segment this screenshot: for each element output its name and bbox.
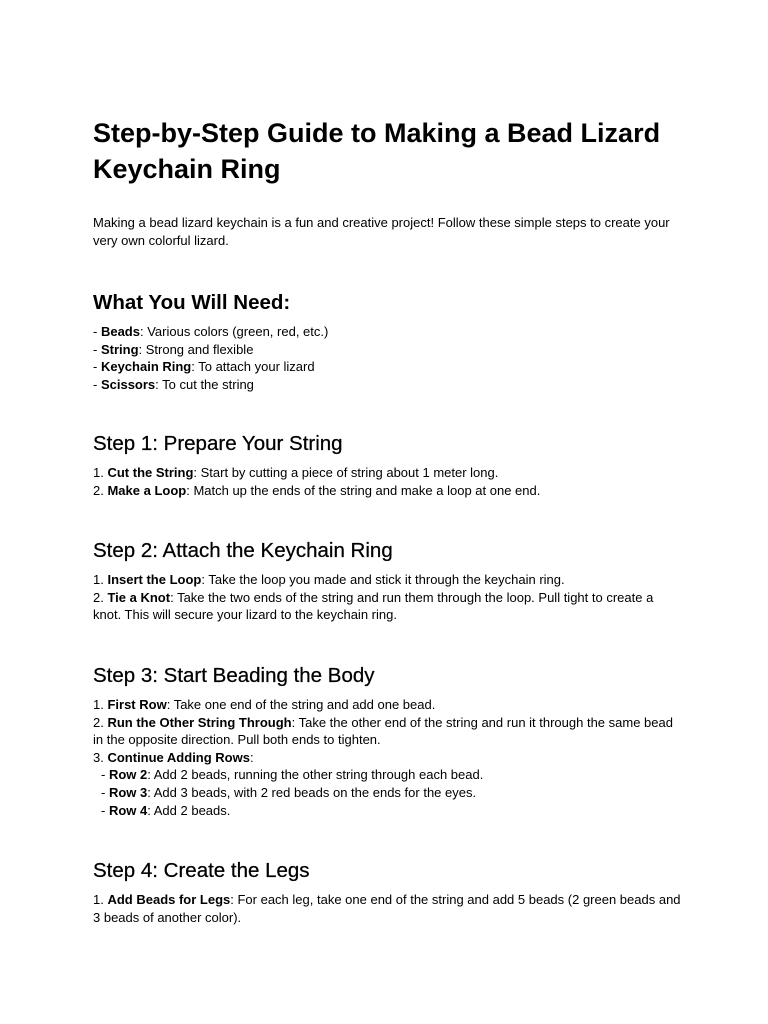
list-item: 1. Add Beads for Legs: For each leg, take one end of the string and add 5 beads (2 green beads and 3 beads of another color).	[93, 892, 685, 925]
list-subitem: - Row 3: Add 3 beads, with 2 red beads on the ends for the eyes.	[101, 784, 477, 800]
step3-section	[93, 664, 683, 819]
step4-list	[93, 891, 683, 926]
list-subitem: - Row 2: Add 2 beads, running the other string through each bead.	[101, 767, 484, 783]
materials-list	[93, 323, 683, 393]
step3-list	[93, 696, 683, 819]
step1-section	[93, 432, 683, 499]
materials-section	[93, 291, 683, 393]
materials-heading: What You Will Need:	[93, 291, 291, 314]
step1-list	[93, 464, 683, 499]
list-item: 2. Make a Loop: Match up the ends of the string and make a loop at one end.	[93, 482, 541, 498]
list-item: - String: Strong and flexible	[93, 341, 254, 357]
list-item: 1. Cut the String: Start by cutting a piece of string about 1 meter long.	[93, 465, 499, 480]
step4-heading: Step 4: Create the Legs	[93, 859, 310, 882]
step1-heading: Step 1: Prepare Your String	[93, 432, 343, 455]
list-item: - Scissors: To cut the string	[93, 376, 254, 392]
intro-paragraph: Making a bead lizard keychain is a fun and creative project! Follow these simple steps to create your very own colorful lizard.	[93, 215, 670, 248]
list-item: 3. Continue Adding Rows:	[93, 749, 254, 765]
list-item: - Beads: Various colors (green, red, etc.)	[93, 324, 329, 339]
step2-section	[93, 539, 683, 624]
list-subitem: - Row 4: Add 2 beads.	[101, 802, 231, 818]
list-item: 2. Run the Other String Through: Take the other end of the string and run it through the same bead in the opposite direction. Pull both ends to tighten.	[93, 714, 677, 748]
step2-heading: Step 2: Attach the Keychain Ring	[93, 539, 393, 562]
document-title: Step-by-Step Guide to Making a Bead Lizard Keychain Ring	[93, 118, 661, 184]
step4-section	[93, 859, 683, 926]
list-item: 1. Insert the Loop: Take the loop you made and stick it through the keychain ring.	[93, 572, 565, 587]
step2-list	[93, 571, 683, 624]
step3-heading: Step 3: Start Beading the Body	[93, 664, 375, 687]
list-item: 2. Tie a Knot: Take the two ends of the string and run them through the loop. Pull tight to create a knot. This will secure your lizard to the keychain ring.	[93, 589, 657, 623]
list-item: 1. First Row: Take one end of the string and add one bead.	[93, 697, 436, 712]
list-item: - Keychain Ring: To attach your lizard	[93, 359, 315, 375]
